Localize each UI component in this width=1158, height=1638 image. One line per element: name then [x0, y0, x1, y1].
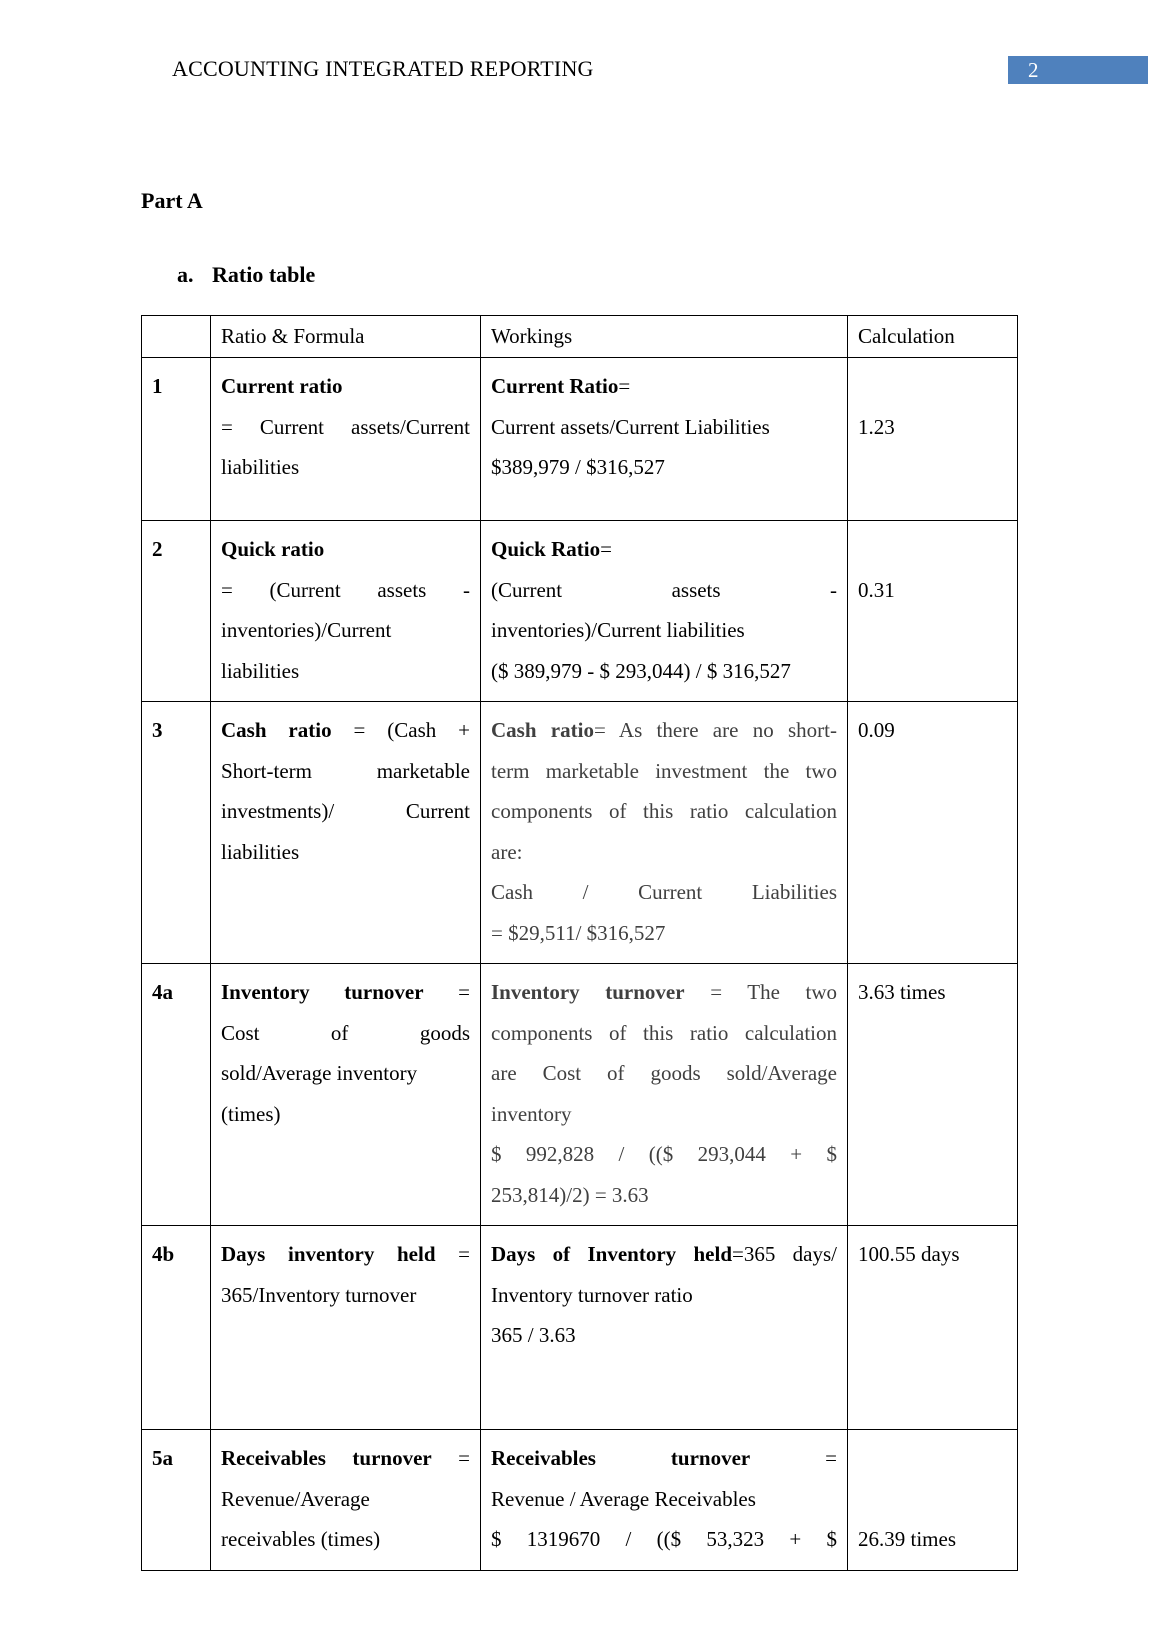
ratio-formula-cell — [211, 358, 481, 521]
column-header-ratio-formula: Ratio & Formula — [211, 316, 481, 358]
formula-line: liabilities — [221, 839, 300, 864]
workings-title-suffix: = — [600, 537, 612, 561]
table-row — [142, 1226, 1018, 1430]
formula-line: = (Current assets - — [221, 577, 470, 602]
running-header-title: ACCOUNTING INTEGRATED REPORTING — [172, 56, 594, 81]
workings-line: components of this ratio calculation — [491, 799, 837, 823]
workings-line: (Current assets - — [491, 577, 837, 602]
section-title: Ratio table — [212, 262, 316, 287]
ratio-formula-cell — [211, 702, 481, 964]
formula-line: Cost of goods — [221, 1020, 470, 1045]
formula-line: 365/Inventory turnover — [221, 1282, 417, 1307]
workings-line: are: — [491, 839, 523, 864]
workings-line: = $29,511/ $316,527 — [491, 920, 666, 945]
ratio-formula-cell — [211, 1430, 481, 1571]
table-row — [142, 702, 1018, 964]
workings-cell — [481, 702, 848, 964]
workings-line: are Cost of goods sold/Average — [491, 1061, 837, 1085]
formula-line: = — [458, 980, 471, 1004]
formula-line: liabilities — [221, 658, 300, 683]
ratio-formula-cell — [211, 521, 481, 702]
workings-line: $ 992,828 / (($ 293,044 + $ — [491, 1142, 837, 1166]
workings-title: Current Ratio — [491, 374, 619, 398]
workings-line: inventory — [491, 1101, 572, 1126]
workings-line: $389,979 / $316,527 — [491, 455, 665, 479]
section-heading — [177, 262, 315, 288]
workings-line: 253,814)/2) = 3.63 — [491, 1182, 649, 1207]
workings-title: Inventory turnover — [491, 980, 685, 1004]
row-number: 1 — [142, 358, 211, 521]
calculation-value: 0.31 — [858, 577, 895, 602]
workings-cell — [481, 521, 848, 702]
workings-title: Quick Ratio — [491, 537, 601, 561]
formula-line: (times) — [221, 1101, 281, 1126]
formula-line: inventories)/Current — [221, 618, 392, 642]
calculation-cell — [848, 1226, 1018, 1430]
workings-line: $ 1319670 / (($ 53,323 + $ — [491, 1527, 837, 1551]
workings-title-suffix: = The two — [710, 980, 837, 1004]
calculation-value: 1.23 — [858, 414, 895, 439]
calculation-value: 3.63 times — [858, 980, 946, 1004]
table-row — [142, 1430, 1018, 1571]
workings-line: Cash / Current Liabilities — [491, 880, 837, 904]
workings-line: Inventory turnover ratio — [491, 1282, 693, 1307]
calculation-cell — [848, 358, 1018, 521]
formula-line: liabilities — [221, 455, 300, 479]
workings-cell — [481, 1226, 848, 1430]
row-number: 3 — [142, 702, 211, 964]
row-number: 5a — [142, 1430, 211, 1571]
calculation-cell — [848, 521, 1018, 702]
workings-line: inventories)/Current liabilities — [491, 618, 745, 642]
workings-title: Receivables turnover — [491, 1446, 751, 1470]
ratio-name: Current ratio — [221, 374, 343, 398]
row-number: 4b — [142, 1226, 211, 1430]
workings-title-suffix: = — [618, 374, 631, 398]
formula-line: Revenue/Average — [221, 1486, 370, 1511]
table-header-row — [142, 316, 1018, 358]
ratio-name: Inventory turnover — [221, 980, 424, 1004]
row-number: 4a — [142, 964, 211, 1226]
workings-line: ($ 389,979 - $ 293,044) / $ 316,527 — [491, 658, 791, 683]
table-row — [142, 358, 1018, 521]
ratio-name: Quick ratio — [221, 537, 325, 561]
workings-title: Days of Inventory held — [491, 1242, 732, 1266]
workings-line: 365 / 3.63 — [491, 1323, 576, 1347]
ratio-formula-cell — [211, 964, 481, 1226]
workings-title: Cash ratio — [491, 718, 594, 742]
ratio-name: Days inventory held — [221, 1242, 436, 1266]
workings-cell — [481, 964, 848, 1226]
column-header-number — [142, 316, 211, 358]
workings-title-suffix: =365 days/ — [732, 1242, 837, 1266]
table-row — [142, 521, 1018, 702]
workings-line: Revenue / Average Receivables — [491, 1486, 756, 1511]
workings-title-suffix: = As there are no short- — [593, 718, 837, 742]
formula-line: = (Cash + — [353, 718, 470, 742]
part-heading: Part A — [141, 188, 203, 213]
row-number: 2 — [142, 521, 211, 702]
ratio-formula-cell — [211, 1226, 481, 1430]
workings-title-suffix: = — [825, 1446, 837, 1470]
formula-line: = Current assets/Current — [221, 414, 470, 439]
workings-cell — [481, 1430, 848, 1571]
calculation-value: 26.39 times — [858, 1527, 956, 1551]
ratio-name: Receivables turnover — [221, 1446, 432, 1470]
calculation-value: 0.09 — [858, 718, 895, 742]
table-row — [142, 964, 1018, 1226]
formula-line: receivables (times) — [221, 1527, 381, 1551]
calculation-value: 100.55 days — [858, 1242, 960, 1266]
calculation-cell — [848, 964, 1018, 1226]
formula-line: investments)/ Current — [221, 799, 470, 823]
workings-line: components of this ratio calculation — [491, 1020, 837, 1045]
ratio-table — [141, 315, 1018, 1571]
calculation-cell — [848, 1430, 1018, 1571]
formula-line: Short-term marketable — [221, 758, 470, 783]
workings-line: term marketable investment the two — [491, 758, 837, 783]
formula-line: sold/Average inventory — [221, 1061, 418, 1085]
column-header-calculation: Calculation — [848, 316, 1018, 358]
workings-line: Current assets/Current Liabilities — [491, 414, 770, 439]
ratio-name: Cash ratio — [221, 718, 332, 742]
formula-line: = — [458, 1242, 470, 1266]
calculation-cell — [848, 702, 1018, 964]
page-number-badge: 2 — [1008, 56, 1148, 84]
section-marker: a. — [177, 262, 194, 287]
workings-cell — [481, 358, 848, 521]
column-header-workings: Workings — [481, 316, 848, 358]
formula-line: = — [458, 1446, 470, 1470]
